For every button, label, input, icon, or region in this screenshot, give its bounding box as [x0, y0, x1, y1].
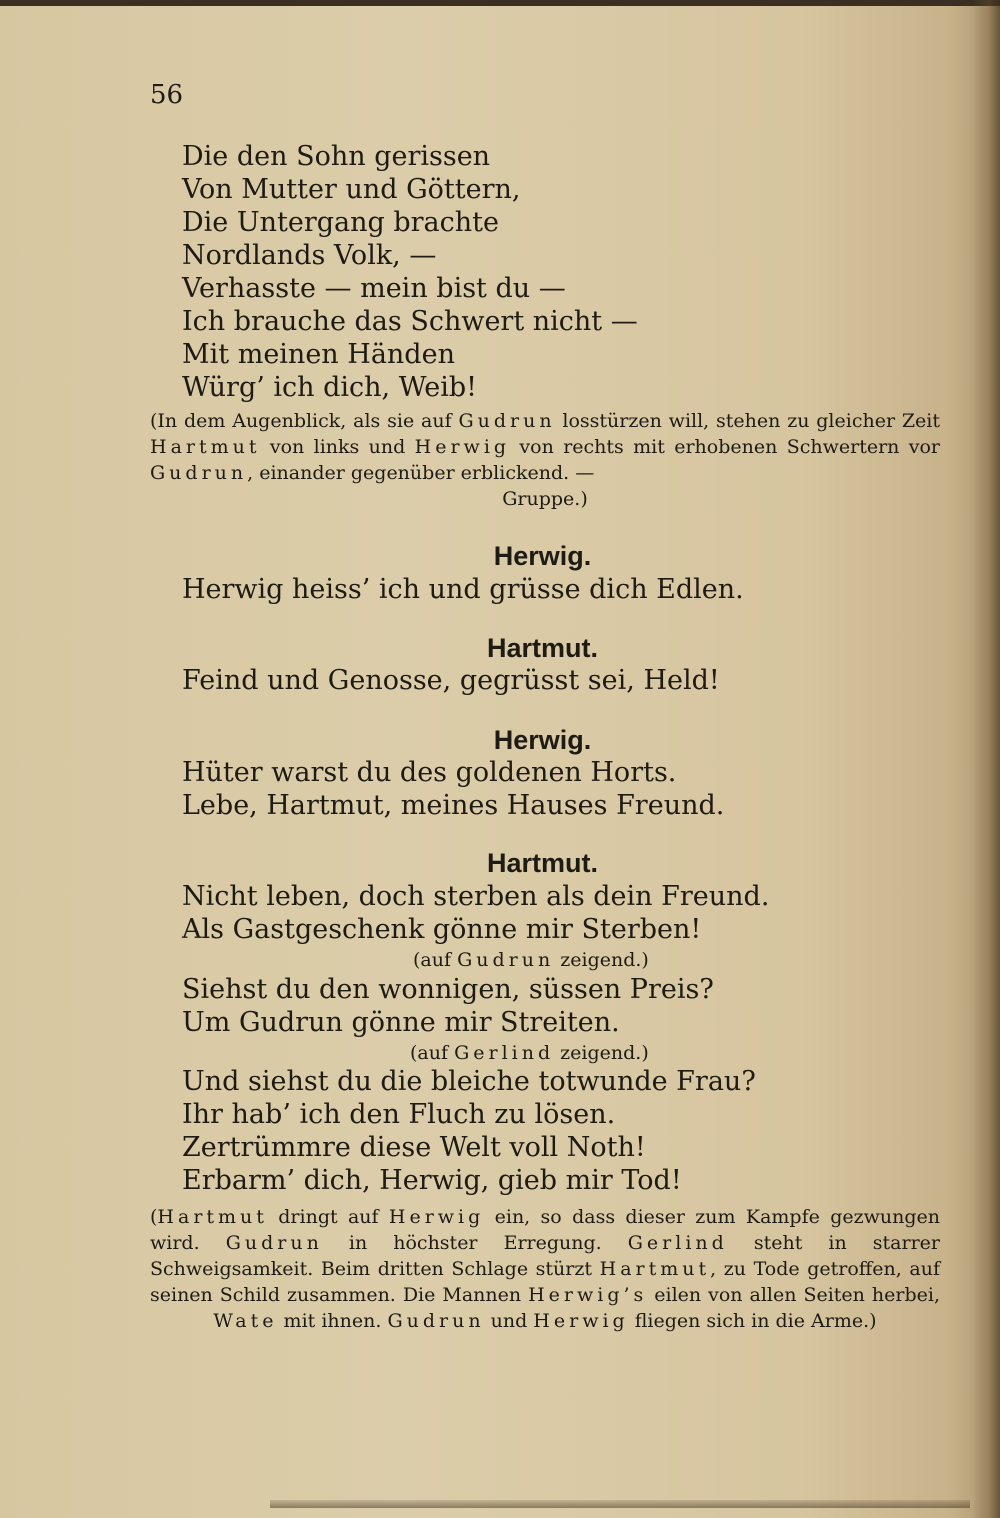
character-name: Herwig [388, 1206, 485, 1228]
verse-line: Mit meinen Händen [182, 339, 455, 370]
verse-line: Lebe, Hartmut, meines Hauses Freund. [182, 790, 725, 821]
stage-direction-2 [413, 947, 649, 973]
verse-line: Ich brauche das Schwert nicht — [182, 306, 638, 337]
stage-text: in höchster Erregung. [322, 1232, 628, 1254]
verse-line: Ihr hab’ ich den Fluch zu lösen. [182, 1099, 616, 1130]
character-name: Wate [213, 1310, 278, 1332]
character-name: Gudrun [150, 462, 248, 484]
speaker-label-herwig: Herwig. [493, 541, 592, 571]
page-number: 56 [150, 80, 184, 110]
verse-line: Feind und Genosse, gegrüsst sei, Held! [182, 665, 720, 696]
stage-text: und [484, 1310, 534, 1332]
speaker-label-herwig: Herwig. [493, 725, 592, 755]
stage-text: (In dem Augenblick, als sie auf [150, 410, 459, 432]
verse-block-3 [182, 664, 720, 697]
verse-block-2 [182, 573, 744, 606]
verse-line: Herwig heiss’ ich und grüsse dich Edlen. [182, 574, 744, 605]
character-name: Gudrun [457, 949, 555, 971]
character-name: Gerlind [627, 1232, 728, 1254]
verse-line: Nordlands Volk, — [182, 240, 437, 271]
stage-text: mit ihnen. [277, 1310, 388, 1332]
verse-block-6 [182, 973, 714, 1039]
stage-text: , zu Tode getroffen, auf seinen Schild zusammen. Die Mannen [150, 1258, 941, 1306]
verse-line: Verhasste — mein bist du — [182, 273, 566, 304]
stage-text: zeigend.) [554, 1042, 649, 1064]
stage-text: ( [150, 1206, 158, 1228]
verse-line: Um Gudrun gönne mir Streiten. [182, 1007, 620, 1038]
stage-text: fliegen sich in die Arme.) [628, 1310, 877, 1332]
verse-line: Von Mutter und Göttern, [182, 174, 521, 205]
page-bottom-edge [270, 1500, 970, 1508]
character-name: Gudrun [458, 410, 556, 432]
character-name: Herwig [533, 1310, 629, 1332]
character-name: Herwig’s [528, 1284, 648, 1306]
verse-line: Und siehst du die bleiche totwunde Frau? [182, 1066, 756, 1097]
verse-block-5 [182, 880, 769, 946]
stage-text: von links und [260, 436, 415, 458]
verse-line: Erbarm’ dich, Herwig, gieb mir Tod! [182, 1165, 682, 1196]
verse-line: Die den Sohn gerissen [182, 141, 491, 172]
character-name: Hartmut [599, 1258, 711, 1280]
verse-block-4 [182, 756, 724, 822]
stage-text: von rechts mit erhobenen Schwertern vor [510, 436, 941, 458]
stage-direction-1 [150, 408, 940, 512]
page-top-edge [0, 0, 1000, 6]
verse-line: Zertrümmre diese Welt voll Noth! [182, 1132, 646, 1163]
character-name: Gudrun [387, 1310, 485, 1332]
stage-direction-3 [410, 1040, 649, 1066]
stage-text: losstürzen will, stehen zu gleicher Zeit [555, 410, 941, 432]
stage-text: eilen von allen Seiten herbei, [647, 1284, 940, 1306]
stage-text: (auf [413, 949, 458, 971]
character-name: Hartmut [157, 1206, 268, 1228]
character-name: Gerlind [454, 1042, 555, 1064]
verse-line: Die Untergang brachte [182, 207, 499, 238]
speaker-label-hartmut: Hartmut. [486, 848, 598, 878]
speaker-label-hartmut: Hartmut. [486, 633, 598, 663]
page-right-edge [972, 0, 1000, 1518]
verse-line: Als Gastgeschenk gönne mir Sterben! [182, 914, 702, 945]
stage-text: (auf [410, 1042, 455, 1064]
stage-text: dringt auf [267, 1206, 389, 1228]
verse-line: Siehst du den wonnigen, süssen Preis? [182, 974, 714, 1005]
stage-text: steht in starrer Schweigsamkeit. Beim dritten Schlage stürzt [150, 1232, 940, 1280]
stage-text: zeigend.) [554, 949, 649, 971]
verse-block-7 [182, 1065, 756, 1197]
stage-direction-end: Gruppe.) [502, 488, 588, 510]
character-name: Hartmut [150, 436, 261, 458]
verse-line: Würg’ ich dich, Weib! [182, 372, 478, 403]
character-name: Herwig [414, 436, 511, 458]
verse-line: Nicht leben, doch sterben als dein Freund. [182, 881, 770, 912]
verse-block-1 [182, 140, 638, 404]
verse-line: Hüter warst du des goldenen Horts. [182, 757, 677, 788]
stage-direction-4 [150, 1204, 940, 1334]
character-name: Gudrun [225, 1232, 323, 1254]
stage-text: ein, so dass dieser zum Kampfe gezwungen wird. [150, 1206, 940, 1254]
stage-text: , einander gegenüber erblickend. — [247, 462, 595, 484]
